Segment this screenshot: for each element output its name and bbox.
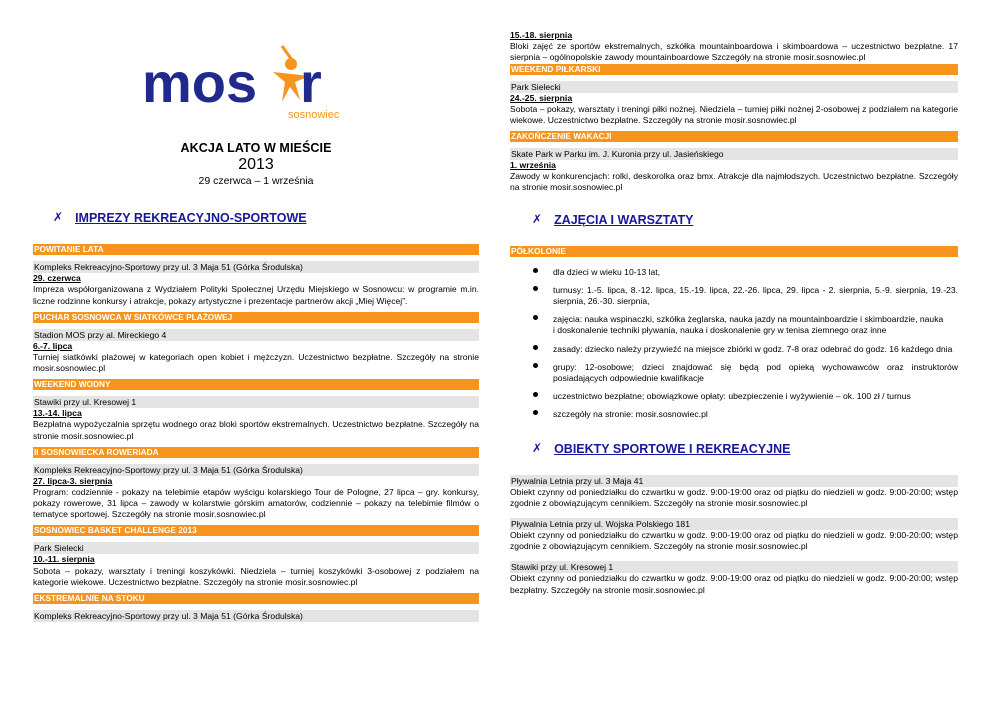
cross-mark-icon: ✗ bbox=[532, 211, 543, 226]
event-place: Kompleks Rekreacyjno-Sportowy przy ul. 3 Maja 51 (Górka Środulska) bbox=[33, 610, 479, 622]
event-title-bar: POWITANIE LATA bbox=[33, 244, 479, 255]
logo-mo: mos bbox=[142, 51, 258, 114]
event-block bbox=[33, 312, 479, 375]
bullet-icon bbox=[533, 363, 538, 368]
event-title-bar: II SOSNOWIECKA ROWERIADA bbox=[33, 447, 479, 458]
event-block bbox=[510, 131, 958, 194]
event-title-bar: WEEKEND WODNY bbox=[33, 379, 479, 390]
event-place: Park Sielecki bbox=[33, 542, 479, 554]
event-place: Kompleks Rekreacyjno-Sportowy przy ul. 3 Maja 51 (Górka Środulska) bbox=[33, 464, 479, 476]
objects-heading: OBIEKTY SPORTOWE I REKREACYJNE bbox=[554, 441, 791, 456]
section-heading-objects bbox=[510, 441, 958, 457]
event-place: Kompleks Rekreacyjno-Sportowy przy ul. 3 Maja 51 (Górka Środulska) bbox=[33, 261, 479, 273]
bullet-icon bbox=[533, 286, 538, 291]
object-description: Obiekt czynny od poniedziałku do czwartku w godz. 9:00-19:00 oraz od piątku do niedzieli w godz. 9:00-20:00; wstęp zgodnie z obowiązującym cennikiem. Szczegóły na stronie mosir.sosnowiec.pl bbox=[510, 486, 958, 508]
section-heading-events bbox=[33, 210, 479, 226]
cross-mark-icon: ✗ bbox=[532, 440, 543, 455]
event-title-bar: ZAKOŃCZENIE WAKACJI bbox=[510, 131, 958, 142]
event-block-continued bbox=[510, 30, 958, 64]
event-date: 10.-11. sierpnia bbox=[33, 554, 95, 565]
campaign-year: 2013 bbox=[238, 156, 274, 174]
right-column bbox=[510, 30, 958, 601]
object-name: Stawiki przy ul. Kresowej 1 bbox=[510, 561, 958, 573]
mosir-logo-graphic bbox=[140, 40, 360, 125]
object-name: Pływalnia Letnia przy ul. Wojska Polskiego 181 bbox=[510, 518, 958, 530]
bullet-icon bbox=[533, 345, 538, 350]
event-date: 15.-18. sierpnia bbox=[510, 30, 573, 40]
bullet-icon bbox=[533, 392, 538, 397]
bullet-icon bbox=[533, 410, 538, 415]
event-description: Turniej siatkówki plażowej w kategoriach open kobiet i mężczyzn. Uczestnictwo bezpłatne. Szczegóły na stronie mosir.sosnowiec.pl bbox=[33, 351, 479, 374]
list-item: turnusy: 1.-5. lipca, 8.-12. lipca, 15.-19. lipca, 22.-26. lipca, 29. lipca - 2. sierpnia, 5.-9. sierpnia, 19.-23. sierpnia, 26.-30. sierpnia, bbox=[510, 285, 958, 307]
event-date: 13.-14. lipca bbox=[33, 408, 82, 419]
section-heading-classes bbox=[510, 212, 958, 228]
event-title-bar: EKSTREMALNIE NA STOKU bbox=[33, 593, 479, 604]
object-block bbox=[510, 561, 958, 595]
list-item: zasady: dziecko należy przywieźć na miejsce zbiórki w godz. 7-8 oraz odebrać do godz. 16 każdego dnia bbox=[510, 344, 958, 355]
event-description: Sobota – pokazy, warsztaty i treningi piłki nożnej. Niedziela – turniej piłki nożnej 2-osobowej z podziałem na kategorie wiekowe. Uczestnictwo bezpłatne. Szczegóły na stronie mosir.sosnowiec.pl bbox=[510, 103, 958, 125]
classes-title-bar: PÓŁKOLONIE bbox=[510, 246, 958, 257]
event-description: Program: codziennie - pokazy na telebimie etapów wyścigu kolarskiego Tour de Pologne, 27 lipca – gry. konkursy, pokazy rowerowe, 31 lipca – zawody w kolarstwie górskim amatorów, codziennie – pokazy na telebimie filmów o tematyce sportowej. Szczegóły na stronie mosir.sosnowiec.pl bbox=[33, 486, 479, 520]
classes-heading: ZAJĘCIA I WARSZTATY bbox=[554, 212, 694, 227]
campaign-title: AKCJA LATO W MIEŚCIE bbox=[180, 141, 332, 155]
list-item: szczegóły na stronie: mosir.sosnowiec.pl bbox=[510, 409, 958, 420]
event-description: Zawody w konkurencjach: rolki, deskorolka oraz bmx. Atrakcje dla najmłodszych. Uczestnictwo bezpłatne. Szczegóły na stronie mosir.sosnowiec.pl bbox=[510, 171, 958, 193]
classes-list bbox=[510, 267, 958, 421]
event-place: Skate Park w Parku im. J. Kuronia przy ul. Jasieńskiego bbox=[510, 148, 958, 160]
event-place: Stadion MOS przy al. Mireckiego 4 bbox=[33, 329, 479, 341]
object-name: Pływalnia Letnia przy ul. 3 Maja 41 bbox=[510, 475, 958, 487]
event-date: 6.-7. lipca bbox=[33, 340, 73, 351]
event-description: Impreza współorganizowana z Wydziałem Polityki Społecznej Urzędu Miejskiego w Sosnowcu: w programie m.in. liczne rodzinne konkursy i atrakcje, pokazy artystyczne i prezentacje partnerów akcji „Miej Więcej”. bbox=[33, 284, 479, 306]
event-date: 27. lipca-3. sierpnia bbox=[33, 475, 113, 486]
event-block bbox=[510, 64, 958, 127]
event-date: 24.-25. sierpnia bbox=[510, 92, 573, 103]
object-description: Obiekt czynny od poniedziałku do czwartku w godz. 9:00-19:00 oraz od piątku do niedzieli w godz. 9:00-20:00; wstęp bezpłatny. Szczegóły na stronie mosir.sosnowiec.pl bbox=[510, 573, 958, 595]
campaign-dates: 29 czerwca – 1 września bbox=[198, 174, 314, 187]
event-place: Stawiki przy ul. Kresowej 1 bbox=[33, 396, 479, 408]
list-item: dla dzieci w wieku 10-13 lat, bbox=[510, 267, 958, 278]
event-description: Bloki zajęć ze sportów ekstremalnych, szkółka mountainboardowa i skimboardowa – uczestnictwo bezpłatne. 17 sierpnia – ogólnopolskie zawody mountainboardowe Szczegóły na stronie mosir.sosnowiec.pl bbox=[510, 41, 958, 63]
event-block bbox=[33, 447, 479, 521]
event-block bbox=[33, 593, 479, 622]
logo-city: sosnowiec bbox=[288, 109, 340, 121]
object-description: Obiekt czynny od poniedziałku do czwartku w godz. 9:00-19:00 oraz od piątku do niedzieli w godz. 9:00-20:00; wstęp zgodnie z obowiązującym cennikiem. Szczegóły na stronie mosir.sosnowiec.pl bbox=[510, 530, 958, 552]
cross-mark-icon: ✗ bbox=[53, 210, 64, 225]
list-item: grupy: 12-osobowe; dzieci znajdować się będą pod opieką wychowawców oraz instruktorów posiadających odpowiednie kwalifikacje bbox=[510, 362, 958, 384]
event-date: 1. września bbox=[510, 160, 556, 171]
logo-r: r bbox=[300, 51, 322, 114]
object-block bbox=[510, 475, 958, 509]
list-item: uczestnictwo bezpłatne; obowiązkowe opłaty: ubezpieczenie i wyżywienie – ok. 100 zł / turnus bbox=[510, 391, 958, 402]
bullet-icon bbox=[533, 315, 538, 320]
event-block bbox=[33, 379, 479, 442]
event-title-bar: WEEKEND PIŁKARSKI bbox=[510, 64, 958, 75]
event-place: Park Sielecki bbox=[510, 81, 958, 93]
event-title-bar: SOSNOWIEC BASKET CHALLENGE 2013 bbox=[33, 525, 479, 536]
object-block bbox=[510, 518, 958, 552]
event-block bbox=[33, 525, 479, 588]
mosir-logo bbox=[140, 40, 360, 125]
event-description: Bezpłatna wypożyczalnia sprzętu wodnego oraz bloki sportów ekstremalnych. Uczestnictwo bezpłatne. Szczegóły na stronie mosir.sosnowiec.pl bbox=[33, 419, 479, 441]
title-block bbox=[33, 140, 479, 188]
left-column bbox=[33, 210, 479, 627]
event-block bbox=[33, 244, 479, 307]
event-date: 29. czerwca bbox=[33, 273, 81, 284]
list-item: zajęcia: nauka wspinaczki, szkółka żeglarska, nauka jazdy na mountainboardzie i skimboardzie, nauka i doskonalenie techniki pływania, nauka i doskonalenie gry w tenisa ziemnego oraz inne bbox=[510, 314, 958, 336]
bullet-icon bbox=[533, 268, 538, 273]
event-description: Sobota – pokazy, warsztaty i treningi koszykówki. Niedziela – turniej koszykówki 3-osobowej z podziałem na kategorie wiekowe. Uczestnictwo bezpłatne. Szczegóły na stronie mosir.sosnowiec.pl bbox=[33, 565, 479, 587]
events-heading: IMPREZY REKREACYJNO-SPORTOWE bbox=[75, 211, 307, 225]
event-title-bar: PUCHAR SOSNOWCA W SIATKÓWCE PLAŻOWEJ bbox=[33, 312, 479, 323]
